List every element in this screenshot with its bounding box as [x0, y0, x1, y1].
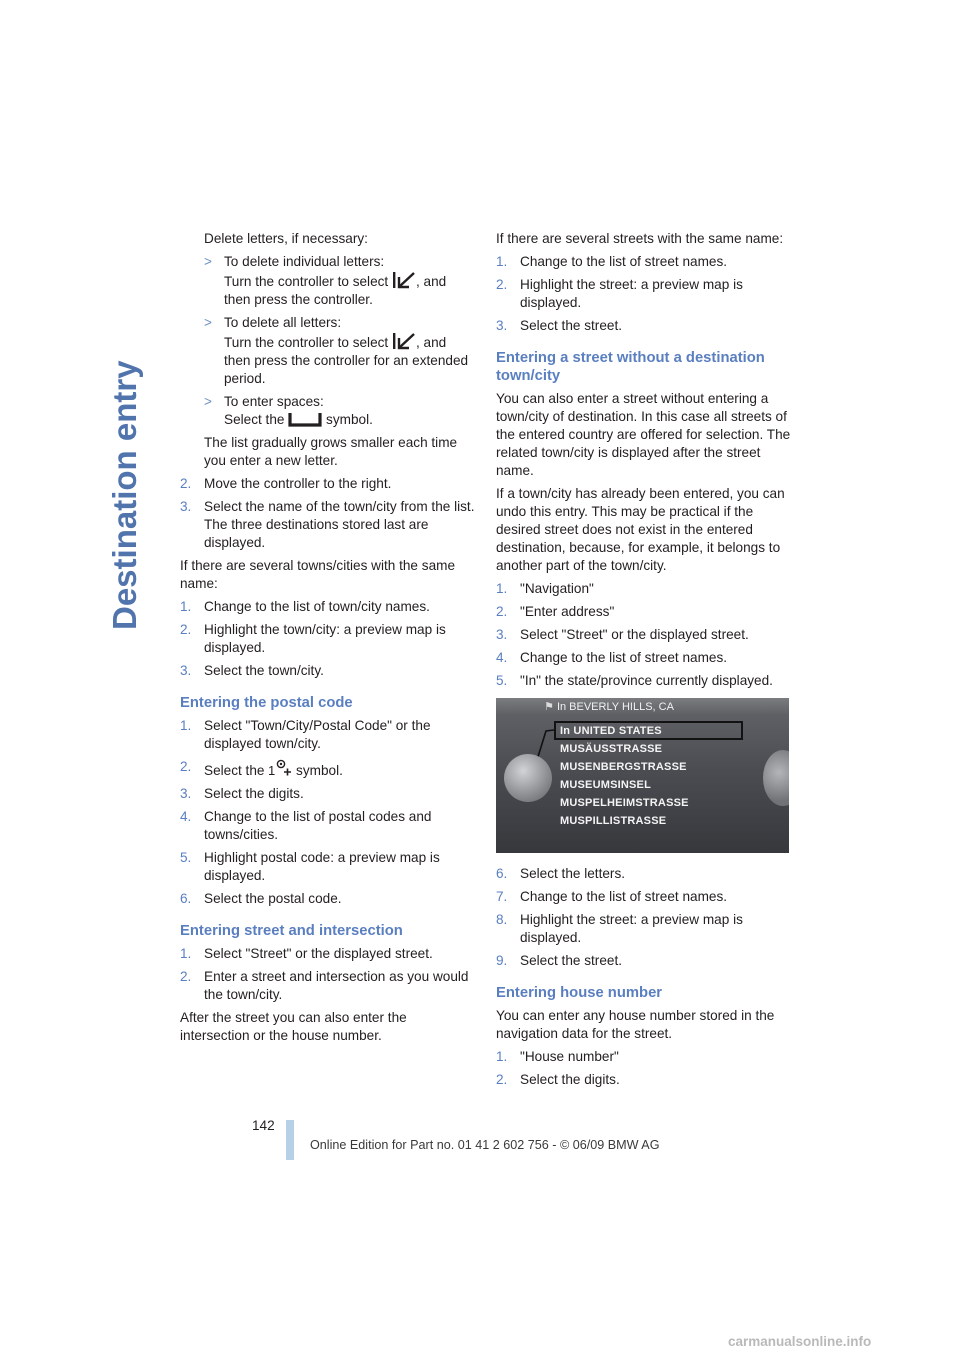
bullet-body: Select the: [224, 412, 285, 427]
list-item: 5. "In" the state/province currently displayed.: [496, 673, 773, 688]
paragraph-several-towns: If there are several towns/cities with the same name:: [180, 558, 456, 591]
backspace-arrow-icon: [392, 332, 416, 350]
bullet-title: To delete all letters:: [224, 315, 342, 330]
paragraph-no-destination-2: If a town/city has already been entered, you can undo this entry. This may be practical if the desired street does not exist in the entered destination, because, for example, it belongs to another part of the town/city.: [496, 486, 785, 573]
no-destination-steps-list-b: [496, 865, 792, 970]
backspace-arrow-icon: [392, 271, 416, 289]
bullet-body: Turn the controller to select: [224, 274, 389, 289]
list-item: 3. Select the town/city.: [180, 663, 324, 678]
streets-steps-list: [496, 253, 792, 335]
paragraph-several-streets: If there are several streets with the same name:: [496, 231, 784, 246]
bullet-marker: >: [204, 315, 212, 330]
steps-list: [180, 475, 475, 552]
house-steps-list: [496, 1048, 792, 1089]
list-item: 2. Select the digits.: [496, 1072, 620, 1087]
bullet-delete-individual: [180, 253, 475, 309]
list-item: 2. Highlight the town/city: a preview map is displayed.: [180, 622, 446, 655]
list-item: 1. Select "Town/City/Postal Code" or the displayed town/city.: [180, 718, 431, 751]
street-list-item: MUSÄUSSTRASSE: [560, 743, 663, 755]
paragraph-grow-note: The list gradually grows smaller each time you enter a new letter.: [204, 435, 458, 468]
street-list-item: MUSPELHEIMSTRASSE: [560, 797, 689, 809]
list-item: 2. Select the 1 symbol.: [180, 759, 343, 778]
street-list-item: MUSENBERGSTRASSE: [560, 761, 687, 773]
bullet-title: To delete individual letters:: [224, 254, 385, 269]
paragraph-no-destination-1: You can also enter a street without entering a town/city of destination. In this case all streets of the entered country are offered for selection. The related town/city is displayed after the street name.: [496, 391, 791, 478]
heading-street-no-destination: Entering a street without a destination town/city: [496, 350, 765, 384]
intersection-steps-list: [180, 945, 475, 1004]
list-item: 2. "Enter address": [496, 604, 615, 619]
list-item: 6. Select the letters.: [496, 866, 626, 881]
list-item: 2. Highlight the street: a preview map is displayed.: [496, 277, 743, 310]
bullet-marker: >: [204, 394, 212, 409]
list-item: 3. Select the street.: [496, 318, 623, 333]
bullet-body: Turn the controller to select: [224, 335, 389, 350]
screen-header-text: In BEVERLY HILLS, CA: [556, 701, 674, 713]
no-destination-steps-list: [496, 580, 792, 690]
list-item: 2. Move the controller to the right.: [180, 476, 392, 491]
paragraph-intro: Delete letters, if necessary:: [204, 231, 368, 246]
heading-postal-code: Entering the postal code: [180, 695, 353, 711]
space-symbol-icon: [288, 411, 322, 427]
heading-street-intersection: Entering street and intersection: [180, 923, 403, 939]
bullet-enter-spaces: [180, 393, 475, 429]
footer-text: Online Edition for Part no. 01 41 2 602 756 - © 06/09 BMW AG: [310, 1138, 660, 1152]
heading-house-number: Entering house number: [496, 985, 663, 1001]
bullet-body-end: , and then press the controller for an extended period.: [224, 335, 469, 386]
watermark: carmanualsonline.info: [728, 1334, 872, 1349]
bullet-body-end: symbol.: [326, 412, 373, 427]
controller-knob-icon: [504, 754, 552, 802]
postal-steps-list: [180, 717, 475, 908]
list-item: 4. Change to the list of postal codes and towns/cities.: [180, 809, 432, 842]
street-list-item: MUSPILLISTRASSE: [560, 815, 667, 827]
list-item: 5. Highlight postal code: a preview map is displayed.: [180, 850, 440, 883]
list-item: 9. Select the street.: [496, 953, 623, 968]
bullet-body-end: , and then press the controller.: [224, 274, 447, 307]
street-list-item: MUSEUMSINSEL: [560, 779, 652, 791]
right-column: [496, 230, 792, 1094]
towns-steps-list: [180, 598, 475, 680]
list-item: 2. Enter a street and intersection as you would the town/city.: [180, 969, 469, 1002]
list-item: 7. Change to the list of street names.: [496, 889, 728, 904]
list-item: 3. Select "Street" or the displayed street.: [496, 627, 749, 642]
idrive-screen-image: [496, 698, 789, 853]
bullet-marker: >: [204, 254, 212, 269]
street-list-item: In UNITED STATES: [560, 725, 662, 737]
list-item: 1. Select "Street" or the displayed street.: [180, 946, 433, 961]
list-item: 1. Change to the list of street names.: [496, 254, 728, 269]
list-item: 1. "Navigation": [496, 581, 594, 596]
bullet-delete-all: [180, 314, 475, 388]
svg-text:1: 1: [268, 763, 276, 778]
paragraph-house-number: You can enter any house number stored in the navigation data for the street.: [496, 1008, 775, 1041]
section-title: Destination entry: [106, 360, 143, 630]
flag-icon: ⚑: [544, 701, 554, 713]
list-item: 4. Change to the list of street names.: [496, 650, 728, 665]
postal-code-symbol-icon: [268, 758, 292, 778]
paragraph-after-street: After the street you can also enter the intersection or the house number.: [180, 1010, 407, 1043]
list-item: 3. Select the name of the town/city from the list. The three destinations stored last are displayed.: [180, 499, 475, 550]
list-item: 1. Change to the list of town/city names.: [180, 599, 430, 614]
list-item: 8. Highlight the street: a preview map is displayed.: [496, 912, 743, 945]
left-column: [180, 230, 475, 1050]
list-item: 6. Select the postal code.: [180, 891, 342, 906]
bullet-title: To enter spaces:: [224, 394, 324, 409]
footer-bar: [286, 1120, 294, 1160]
list-item: 3. Select the digits.: [180, 786, 304, 801]
list-item: 1. "House number": [496, 1049, 619, 1064]
page-number: 142: [252, 1118, 275, 1133]
